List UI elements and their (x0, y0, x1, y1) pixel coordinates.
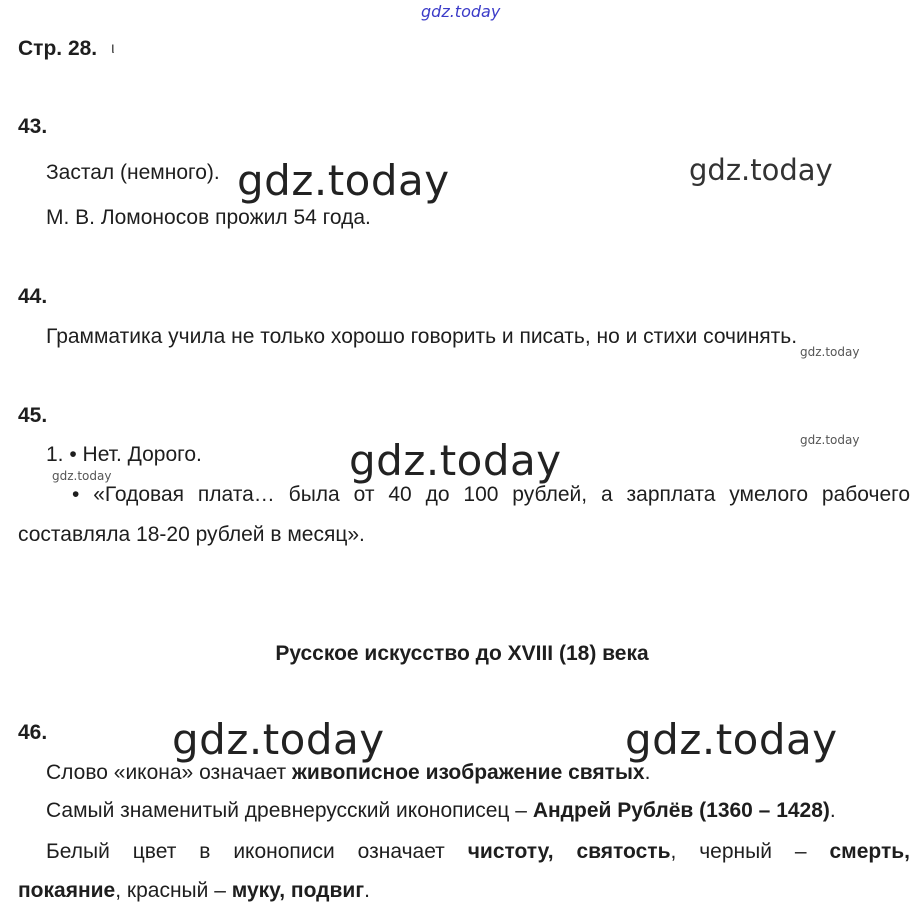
task-44-number: 44. (18, 285, 48, 308)
task-45-line-2: • «Годовая плата… была от 40 до 100 рублей, а зарплата умелого рабочего (72, 483, 910, 506)
watermark-big-2: gdz.today (349, 436, 562, 485)
task-46-s1-text: Слово «икона» означает (46, 761, 293, 784)
task-46-sentence-4 (18, 879, 370, 903)
task-46-s3-text: Белый цвет в иконописи означает (46, 840, 468, 863)
task-46-s4-end: . (364, 879, 370, 902)
task-45-line-1: 1. • Нет. Дорого. (46, 443, 202, 466)
task-46-s1-end: . (644, 761, 651, 784)
task-45-number: 45. (18, 404, 48, 427)
watermark-top: gdz.today (421, 2, 501, 21)
task-46-number: 46. (18, 721, 48, 744)
task-46-sentence-1 (46, 761, 650, 785)
watermark-big-1: gdz.today (237, 156, 450, 205)
task-46-sentence-3 (46, 840, 910, 864)
task-43-number: 43. (18, 115, 48, 138)
task-45-line-3: составляла 18-20 рублей в месяц». (18, 523, 365, 546)
watermark-big-3: gdz.today (172, 715, 385, 764)
task-43-line-1: Застал (немного). (46, 161, 220, 184)
task-46-s4-mid: , красный – (115, 879, 232, 902)
task-46-s3-bold-1: чистоту, святость (467, 840, 671, 863)
watermark-medium-1: gdz.today (689, 153, 833, 187)
task-46-s4-bold-1: покаяние (18, 879, 116, 902)
task-46-s1-bold: живописное изображение святых (292, 761, 645, 784)
task-43-line-2: М. В. Ломоносов прожил 54 года. (46, 206, 371, 229)
task-44-line-1: Грамматика учила не только хорошо говорить и писать, но и стихи сочинять. (46, 325, 798, 348)
page-mark: ι (111, 40, 115, 57)
task-46-sentence-2 (46, 799, 836, 823)
task-46-s2-end: . (829, 799, 836, 822)
task-46-s2-text: Самый знаменитый древнерусский иконописец – (46, 799, 533, 822)
task-46-s3-mid: , черный – (670, 840, 830, 863)
watermark-big-4: gdz.today (625, 715, 838, 764)
page-label: Стр. 28. (18, 37, 98, 60)
task-46-s2-bold: Андрей Рублёв (1360 – 1428) (532, 799, 830, 822)
section-title: Русское искусство до XVIII (18) века (275, 642, 649, 665)
watermark-small-3: gdz.today (52, 469, 112, 483)
watermark-small-1: gdz.today (800, 345, 860, 359)
watermark-small-2: gdz.today (800, 433, 860, 447)
task-46-s3-bold-2: смерть, (829, 840, 910, 863)
task-46-s4-bold-2: муку, подвиг (231, 879, 365, 902)
